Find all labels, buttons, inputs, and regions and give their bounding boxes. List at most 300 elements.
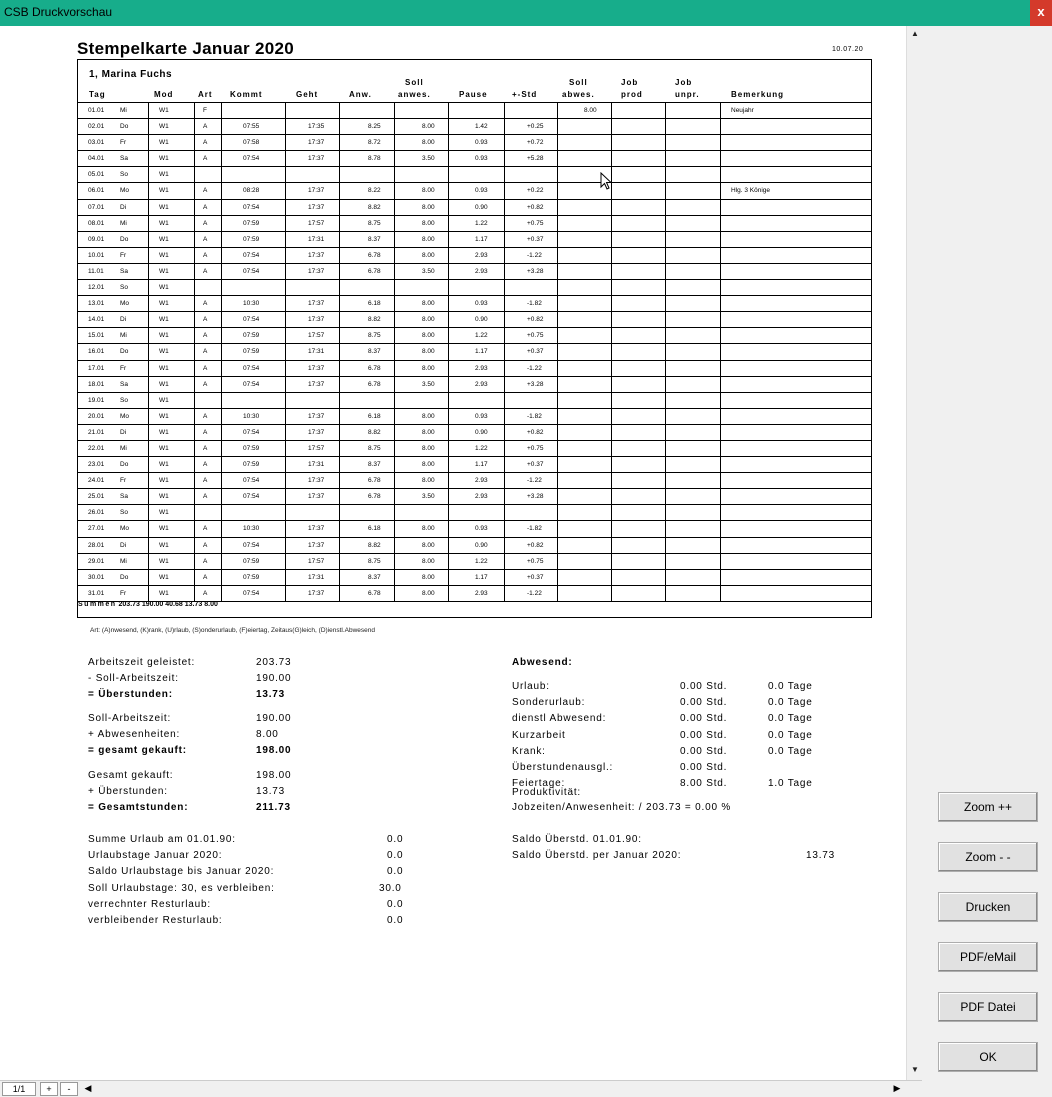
table-cell xyxy=(557,409,611,424)
action-panel xyxy=(922,26,1052,1097)
table-cell xyxy=(557,264,611,279)
table-cell xyxy=(394,377,448,392)
absence-label: Sonderurlaub: xyxy=(512,697,586,709)
vertical-scrollbar[interactable] xyxy=(906,26,922,1080)
row-art: A xyxy=(203,300,208,308)
summary-value: 8.00 xyxy=(256,729,279,740)
table-row xyxy=(78,200,871,216)
table-cell xyxy=(720,200,871,215)
table-cell xyxy=(339,151,394,166)
table-cell xyxy=(611,393,665,408)
table-cell xyxy=(339,377,394,392)
row-std: +0.37 xyxy=(527,235,544,243)
row-pause: 2.93 xyxy=(475,267,488,275)
vacation-value: 0.0 xyxy=(387,898,404,910)
row-date: 09.01 xyxy=(88,235,105,243)
table-cell xyxy=(665,538,720,553)
table-cell xyxy=(665,425,720,440)
row-pause: 2.93 xyxy=(475,477,488,485)
row-mod: W1 xyxy=(159,589,169,597)
ok-button[interactable]: OK xyxy=(938,1042,1038,1072)
absence-days: 0.0 Tage xyxy=(768,745,813,757)
row-pause: 1.22 xyxy=(475,444,488,452)
row-soll: 8.00 xyxy=(422,139,435,147)
row-std: -1.82 xyxy=(527,412,542,420)
table-cell xyxy=(448,280,504,295)
sum-row xyxy=(78,601,871,617)
row-anw: 6.78 xyxy=(368,477,381,485)
row-mod: W1 xyxy=(159,493,169,501)
vacation-label: Summe Urlaub am 01.01.90: xyxy=(88,834,236,845)
row-mod: W1 xyxy=(159,412,169,420)
row-date: 21.01 xyxy=(88,428,105,436)
col-tag: Tag xyxy=(89,90,106,99)
summary-label: + Überstunden: xyxy=(88,786,168,797)
table-row xyxy=(78,183,871,199)
row-date: 11.01 xyxy=(88,267,104,275)
row-soll: 8.00 xyxy=(422,412,435,420)
row-art: A xyxy=(203,461,208,469)
table-cell xyxy=(611,328,665,343)
table-cell xyxy=(611,248,665,263)
row-std: +3.28 xyxy=(527,267,544,275)
row-mod: W1 xyxy=(159,557,169,565)
row-art: A xyxy=(203,187,208,195)
table-cell xyxy=(194,377,221,392)
table-row xyxy=(78,441,871,457)
row-anw: 8.37 xyxy=(368,573,381,581)
table-cell xyxy=(394,135,448,150)
table-cell xyxy=(665,473,720,488)
row-art: A xyxy=(203,541,208,549)
row-std: -1.22 xyxy=(527,251,542,259)
abwesend-title: Abwesend: xyxy=(512,657,573,668)
row-sollab: 8.00 xyxy=(584,107,597,114)
row-anw: 8.37 xyxy=(368,235,381,243)
table-cell xyxy=(339,521,394,536)
row-day: So xyxy=(120,509,128,517)
table-cell xyxy=(148,296,194,311)
table-cell xyxy=(665,135,720,150)
row-day: Mi xyxy=(120,107,127,114)
row-pause: 2.93 xyxy=(475,380,488,388)
col-kommt: Kommt xyxy=(230,90,263,99)
absence-hours: 0.00 Std. xyxy=(680,681,728,692)
table-cell xyxy=(194,521,221,536)
table-cell xyxy=(148,441,194,456)
table-cell xyxy=(611,344,665,359)
table-row xyxy=(78,586,871,602)
table-cell xyxy=(665,119,720,134)
row-date: 29.01 xyxy=(88,557,105,565)
table-cell xyxy=(557,119,611,134)
table-cell xyxy=(394,538,448,553)
row-day: Fr xyxy=(120,477,127,485)
table-cell xyxy=(611,264,665,279)
table-cell xyxy=(194,344,221,359)
row-art: A xyxy=(203,348,208,356)
table-cell xyxy=(720,409,871,424)
table-cell xyxy=(665,167,720,182)
row-day: Do xyxy=(120,461,129,469)
table-cell xyxy=(720,312,871,327)
table-cell xyxy=(665,489,720,504)
row-pause: 0.93 xyxy=(475,525,488,533)
table-cell xyxy=(665,103,720,118)
table-cell xyxy=(557,538,611,553)
row-art: A xyxy=(203,477,208,485)
table-cell xyxy=(339,200,394,215)
row-soll: 8.00 xyxy=(422,364,435,372)
table-cell xyxy=(194,425,221,440)
timecard-table xyxy=(77,59,872,618)
absence-label: dienstl Abwesend: xyxy=(512,713,607,725)
row-geht: 17:37 xyxy=(308,187,325,195)
table-cell xyxy=(448,393,504,408)
summary-label: + Abwesenheiten: xyxy=(88,729,181,740)
col-soll-top: Soll xyxy=(405,78,424,87)
row-soll: 8.00 xyxy=(422,187,435,195)
table-cell xyxy=(557,200,611,215)
row-date: 27.01 xyxy=(88,525,105,533)
row-anw: 8.82 xyxy=(368,316,381,324)
table-cell xyxy=(148,151,194,166)
row-art: A xyxy=(203,412,208,420)
print-preview-page xyxy=(0,26,906,1080)
vacation-value: 30.0 xyxy=(379,882,402,894)
row-day: Fr xyxy=(120,364,127,372)
page-minus-button[interactable]: - xyxy=(60,1082,78,1096)
col-sollab-top: Soll xyxy=(569,78,588,87)
scroll-left-icon[interactable]: ◀ xyxy=(84,1083,92,1093)
table-cell xyxy=(394,570,448,585)
table-cell xyxy=(557,521,611,536)
row-date: 16.01 xyxy=(88,348,105,356)
row-date: 23.01 xyxy=(88,461,105,469)
row-kommt: 10:30 xyxy=(243,300,260,308)
row-date: 15.01 xyxy=(88,332,105,340)
table-cell xyxy=(194,167,221,182)
table-cell xyxy=(285,167,339,182)
row-kommt: 07:54 xyxy=(243,267,260,275)
row-pause: 1.17 xyxy=(475,461,488,469)
table-cell xyxy=(720,232,871,247)
row-kommt: 07:59 xyxy=(243,235,260,243)
row-pause: 0.90 xyxy=(475,203,488,211)
absence-days: 1.0 Tage xyxy=(768,778,813,790)
row-kommt: 07:59 xyxy=(243,573,260,581)
produktivitaet-label: Produktivität: xyxy=(512,787,582,798)
table-cell xyxy=(611,361,665,376)
row-std: +0.82 xyxy=(527,316,544,324)
table-cell xyxy=(394,457,448,472)
table-cell xyxy=(148,586,194,601)
row-date: 14.01 xyxy=(88,316,105,324)
table-cell xyxy=(611,441,665,456)
absence-hours: 0.00 Std. xyxy=(680,729,728,741)
table-cell xyxy=(611,312,665,327)
table-row xyxy=(78,425,871,441)
row-std: -1.82 xyxy=(527,525,542,533)
row-anw: 6.78 xyxy=(368,251,381,259)
row-anw: 6.18 xyxy=(368,412,381,420)
table-cell xyxy=(665,232,720,247)
table-row xyxy=(78,248,871,264)
zoom-out-button[interactable]: Zoom - - xyxy=(938,842,1038,872)
table-cell xyxy=(665,328,720,343)
print-button[interactable]: Drucken xyxy=(938,892,1038,922)
row-pause: 1.22 xyxy=(475,557,488,565)
row-art: A xyxy=(203,380,208,388)
row-pause: 1.17 xyxy=(475,235,488,243)
absence-label: Urlaub: xyxy=(512,681,550,692)
row-date: 18.01 xyxy=(88,380,105,388)
table-cell xyxy=(557,135,611,150)
row-pause: 0.93 xyxy=(475,187,488,195)
table-cell xyxy=(557,328,611,343)
absence-label: Krank: xyxy=(512,745,546,757)
table-cell xyxy=(557,344,611,359)
row-date: 20.01 xyxy=(88,412,105,420)
row-art: A xyxy=(203,123,208,131)
table-cell xyxy=(394,409,448,424)
mouse-cursor-icon xyxy=(600,172,614,192)
table-cell xyxy=(665,586,720,601)
row-date: 24.01 xyxy=(88,477,105,485)
summary-value: 13.73 xyxy=(256,689,286,700)
table-row xyxy=(78,538,871,554)
row-date: 02.01 xyxy=(88,123,105,131)
row-pause: 1.22 xyxy=(475,332,488,340)
employee-name: 1, Marina Fuchs xyxy=(89,69,173,80)
absence-label: Überstundenausgl.: xyxy=(512,762,614,773)
row-mod: W1 xyxy=(159,251,169,259)
table-row xyxy=(78,232,871,248)
summary-label: = Gesamtstunden: xyxy=(88,802,189,813)
scroll-down-icon[interactable]: ▼ xyxy=(911,1065,919,1074)
col-art: Art xyxy=(198,90,213,99)
table-row xyxy=(78,344,871,360)
table-row xyxy=(78,119,871,135)
absence-days: 0.0 Tage xyxy=(768,713,813,725)
row-kommt: 07:54 xyxy=(243,380,260,388)
table-cell xyxy=(394,248,448,263)
table-cell xyxy=(557,216,611,231)
table-cell xyxy=(665,554,720,569)
table-cell xyxy=(339,344,394,359)
row-bem: Neujahr xyxy=(731,107,754,114)
table-cell xyxy=(611,151,665,166)
scroll-right-icon[interactable]: ▶ xyxy=(893,1083,901,1093)
row-date: 06.01 xyxy=(88,187,105,195)
col-jobunpr-bottom: unpr. xyxy=(675,90,700,99)
table-cell xyxy=(665,280,720,295)
table-cell xyxy=(720,151,871,166)
page-plus-button[interactable]: + xyxy=(40,1082,58,1096)
table-cell xyxy=(394,586,448,601)
table-row xyxy=(78,135,871,151)
row-kommt: 10:30 xyxy=(243,412,260,420)
row-day: Fr xyxy=(120,589,127,597)
table-cell xyxy=(394,554,448,569)
row-art: A xyxy=(203,155,208,163)
table-cell xyxy=(339,280,394,295)
row-std: +0.82 xyxy=(527,541,544,549)
row-mod: W1 xyxy=(159,107,169,114)
row-mod: W1 xyxy=(159,525,169,533)
table-cell xyxy=(557,425,611,440)
row-art: A xyxy=(203,428,208,436)
row-kommt: 07:54 xyxy=(243,316,260,324)
table-cell xyxy=(557,473,611,488)
table-cell xyxy=(148,103,194,118)
row-day: Do xyxy=(120,123,129,131)
row-anw: 8.75 xyxy=(368,444,381,452)
row-pause: 2.93 xyxy=(475,493,488,501)
row-geht: 17:37 xyxy=(308,251,325,259)
table-cell xyxy=(148,200,194,215)
row-day: Mi xyxy=(120,332,127,340)
row-anw: 6.18 xyxy=(368,300,381,308)
table-cell xyxy=(611,586,665,601)
table-row xyxy=(78,280,871,296)
table-cell xyxy=(221,280,285,295)
table-cell xyxy=(720,135,871,150)
table-cell xyxy=(394,521,448,536)
table-cell xyxy=(665,441,720,456)
table-cell xyxy=(720,328,871,343)
table-cell xyxy=(221,393,285,408)
row-geht: 17:37 xyxy=(308,155,325,163)
vacation-value: 0.0 xyxy=(387,850,404,862)
table-cell xyxy=(339,457,394,472)
table-cell xyxy=(394,183,448,198)
close-button[interactable]: x xyxy=(1030,0,1052,26)
table-cell xyxy=(504,167,557,182)
table-cell xyxy=(394,280,448,295)
scroll-up-icon[interactable]: ▲ xyxy=(911,29,919,38)
table-cell xyxy=(448,103,504,118)
table-cell xyxy=(194,200,221,215)
row-day: Fr xyxy=(120,139,127,147)
table-cell xyxy=(720,344,871,359)
table-cell xyxy=(339,538,394,553)
table-cell xyxy=(611,570,665,585)
absence-hours: 0.00 Std. xyxy=(680,697,728,709)
sum-anw: 203.73 xyxy=(118,601,140,608)
row-soll: 3.50 xyxy=(422,267,435,275)
zoom-in-button[interactable]: Zoom ++ xyxy=(938,792,1038,822)
row-pause: 2.93 xyxy=(475,364,488,372)
table-cell xyxy=(611,473,665,488)
table-row xyxy=(78,554,871,570)
row-day: Sa xyxy=(120,493,128,501)
table-row xyxy=(78,377,871,393)
table-cell xyxy=(394,167,448,182)
row-kommt: 07:54 xyxy=(243,493,260,501)
table-cell xyxy=(720,521,871,536)
row-geht: 17:37 xyxy=(308,412,325,420)
col-bemerkung: Bemerkung xyxy=(731,90,785,99)
table-cell xyxy=(557,248,611,263)
row-day: Sa xyxy=(120,380,128,388)
row-std: -1.22 xyxy=(527,477,542,485)
table-cell xyxy=(339,393,394,408)
row-date: 19.01 xyxy=(88,396,105,404)
table-cell xyxy=(665,377,720,392)
absence-days: 0.0 Tage xyxy=(768,729,813,741)
horizontal-scrollbar[interactable] xyxy=(0,1080,922,1097)
table-cell xyxy=(720,586,871,601)
table-cell xyxy=(221,505,285,520)
table-cell xyxy=(557,151,611,166)
table-cell xyxy=(504,280,557,295)
row-soll: 8.00 xyxy=(422,557,435,565)
table-cell xyxy=(194,393,221,408)
table-cell xyxy=(504,393,557,408)
table-cell xyxy=(665,393,720,408)
table-cell xyxy=(339,103,394,118)
table-cell xyxy=(339,135,394,150)
table-cell xyxy=(557,377,611,392)
row-pause: 0.93 xyxy=(475,155,488,163)
row-day: Mo xyxy=(120,187,130,195)
table-cell xyxy=(720,264,871,279)
row-mod: W1 xyxy=(159,573,169,581)
table-row xyxy=(78,264,871,280)
table-cell xyxy=(339,183,394,198)
table-cell xyxy=(285,505,339,520)
row-soll: 8.00 xyxy=(422,461,435,469)
row-date: 12.01 xyxy=(88,284,105,292)
table-cell xyxy=(194,361,221,376)
table-cell xyxy=(557,232,611,247)
row-day: Mi xyxy=(120,557,127,565)
row-mod: W1 xyxy=(159,396,169,404)
row-anw: 8.72 xyxy=(368,139,381,147)
table-row xyxy=(78,167,871,183)
table-cell xyxy=(720,296,871,311)
table-cell xyxy=(611,280,665,295)
table-cell xyxy=(194,586,221,601)
row-anw: 8.75 xyxy=(368,557,381,565)
table-row xyxy=(78,361,871,377)
pdf-file-button[interactable]: PDF Datei xyxy=(938,992,1038,1022)
table-cell xyxy=(611,103,665,118)
row-soll: 8.00 xyxy=(422,428,435,436)
row-kommt: 07:54 xyxy=(243,251,260,259)
pdf-email-button[interactable]: PDF/eMail xyxy=(938,942,1038,972)
table-cell xyxy=(148,248,194,263)
table-cell xyxy=(720,425,871,440)
sum-label: Summen xyxy=(78,601,117,608)
row-geht: 17:37 xyxy=(308,364,325,372)
table-cell xyxy=(148,344,194,359)
table-cell xyxy=(148,377,194,392)
row-pause: 2.93 xyxy=(475,251,488,259)
table-cell xyxy=(194,538,221,553)
row-soll: 8.00 xyxy=(422,477,435,485)
table-cell xyxy=(394,264,448,279)
row-anw: 8.78 xyxy=(368,155,381,163)
table-cell xyxy=(194,505,221,520)
row-kommt: 07:54 xyxy=(243,428,260,436)
row-geht: 17:37 xyxy=(308,589,325,597)
table-cell xyxy=(665,151,720,166)
row-day: Sa xyxy=(120,267,128,275)
table-cell xyxy=(339,216,394,231)
table-cell xyxy=(394,296,448,311)
